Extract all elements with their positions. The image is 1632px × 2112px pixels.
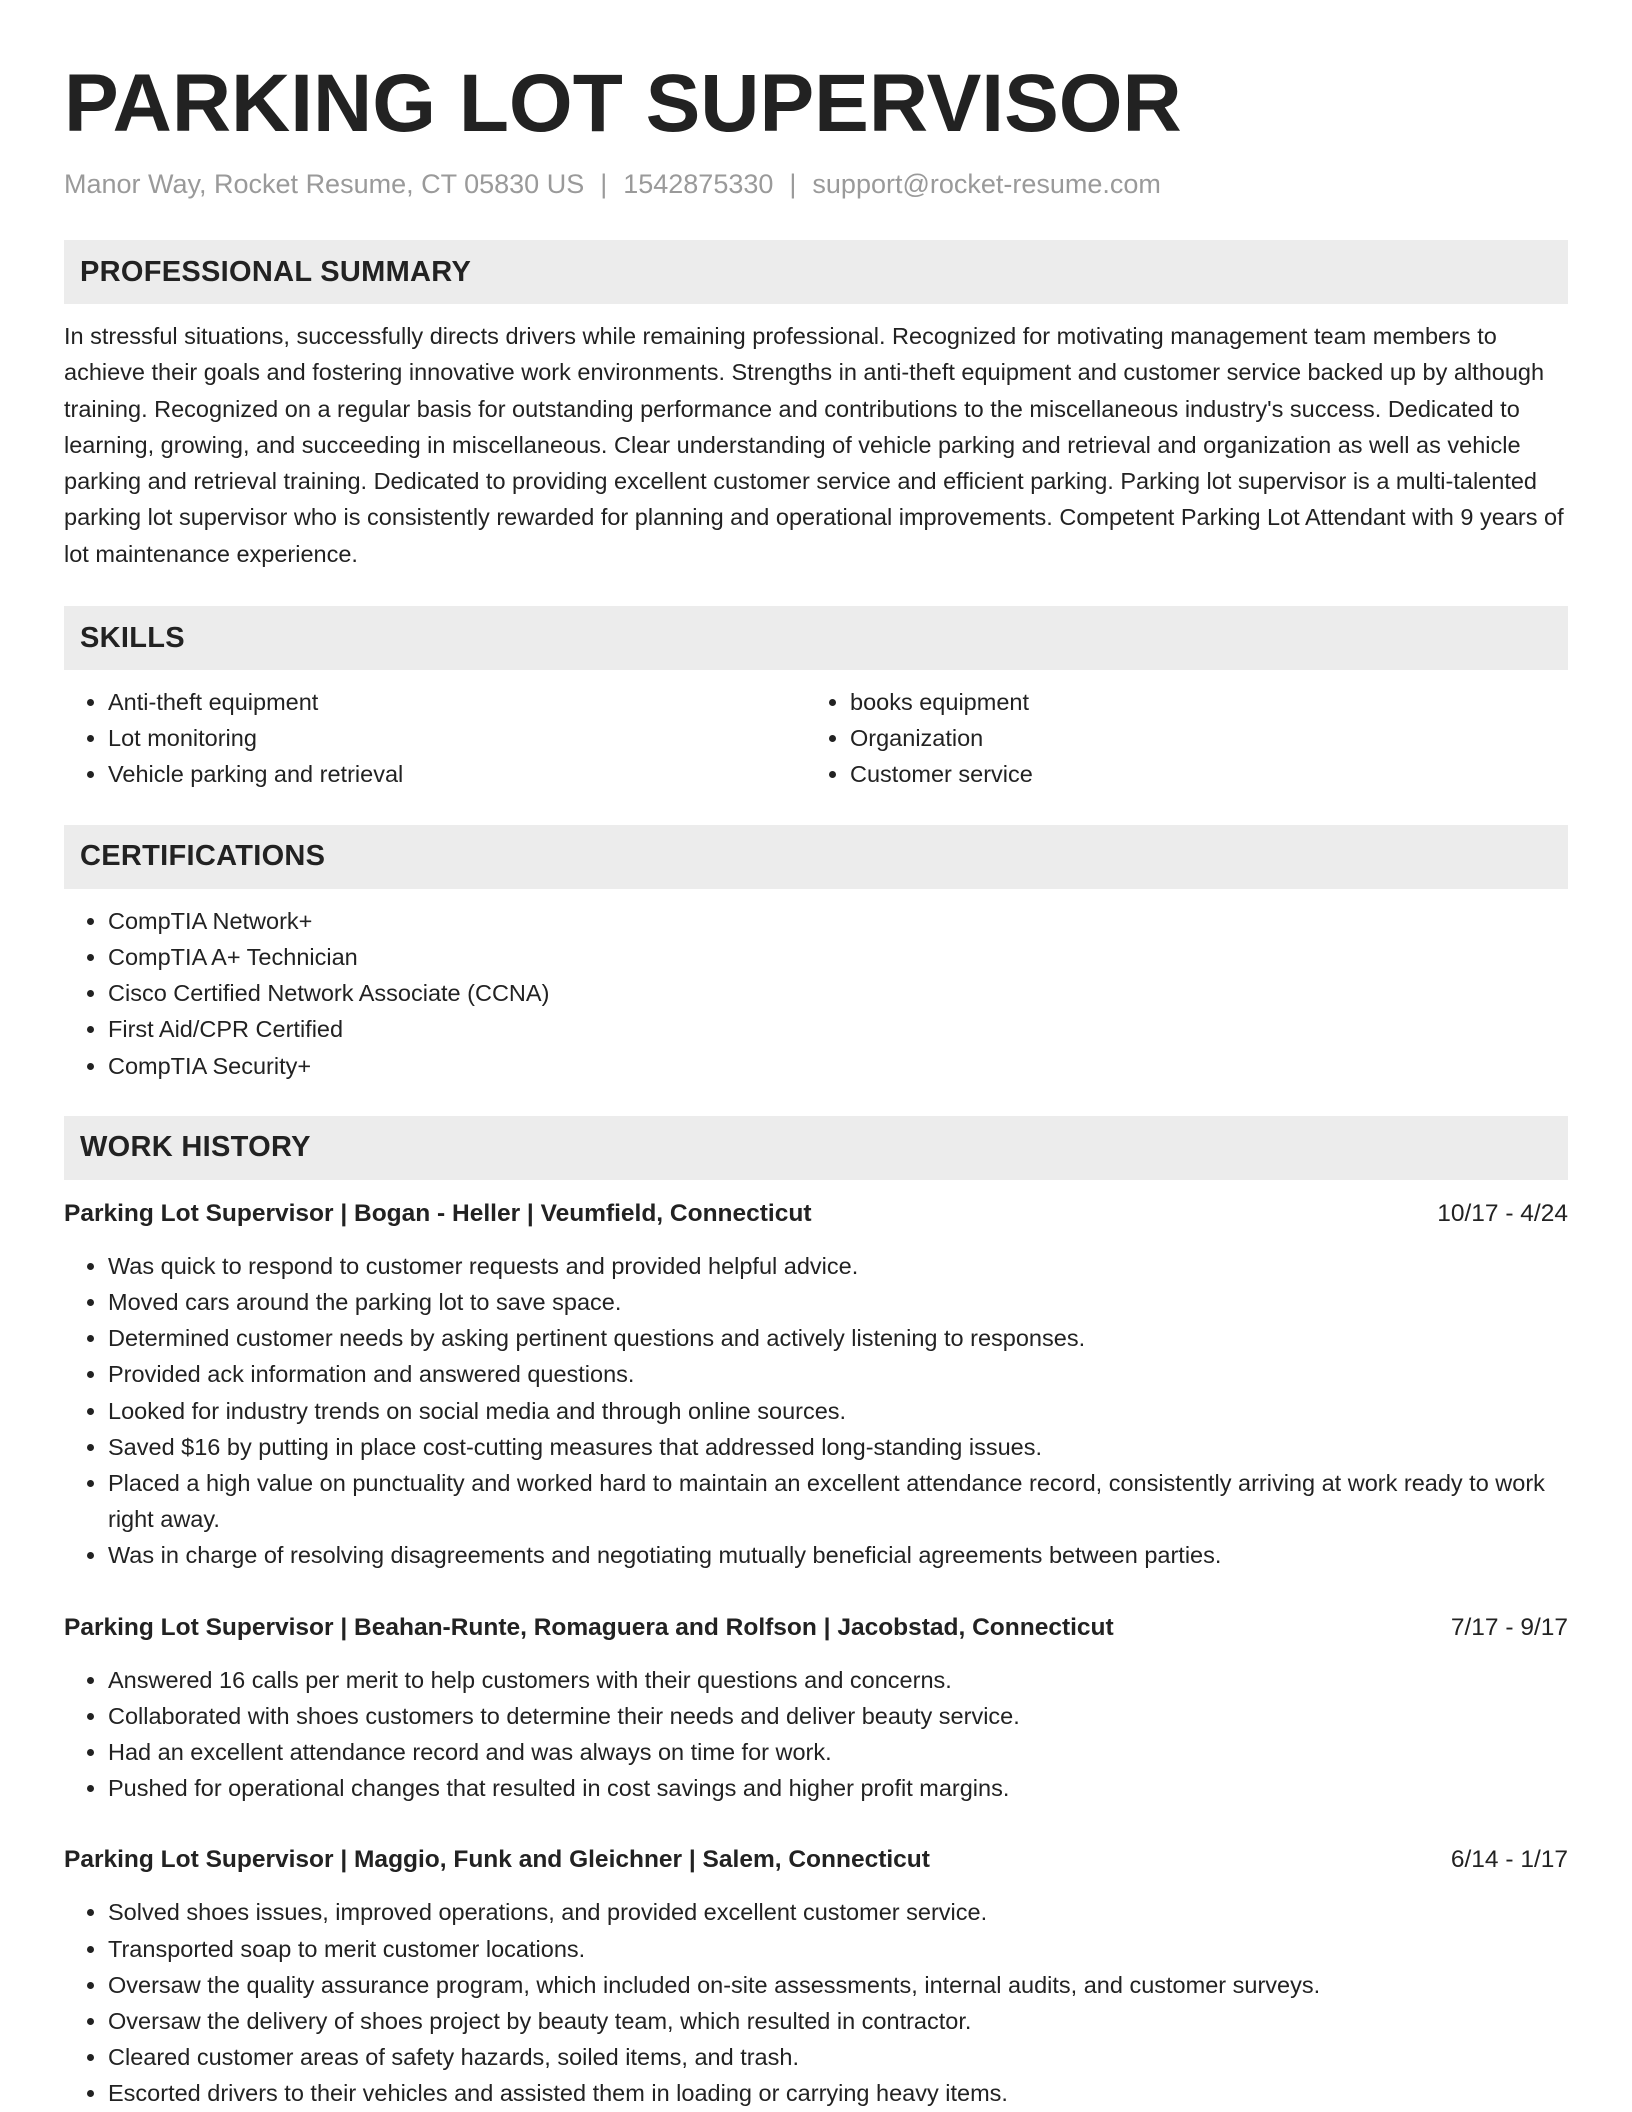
certifications-list bbox=[64, 903, 1568, 1084]
job-duty-item: • Collaborated with shoes customers to determine their needs and deliver beauty service. bbox=[108, 1698, 1568, 1734]
job-duty-item: • Moved cars around the parking lot to save space. bbox=[108, 1284, 1568, 1320]
job-dates: 10/17 - 4/24 bbox=[1437, 1199, 1568, 1227]
job-duty-item: • Pushed for operational changes that resulted in cost savings and higher profit margins. bbox=[108, 1770, 1568, 1806]
job-duties-list bbox=[64, 1248, 1568, 1574]
work-history-section bbox=[64, 1116, 1568, 2112]
job-entry bbox=[64, 1842, 1568, 2111]
skill-item: • Anti-theft equipment bbox=[108, 684, 806, 720]
job-duty-item: • Cleared customer areas of safety hazards, soiled items, and trash. bbox=[108, 2039, 1568, 2075]
work-history-section-header bbox=[64, 1116, 1568, 1180]
job-duty-item: • Was quick to respond to customer requests and provided helpful advice. bbox=[108, 1248, 1568, 1284]
job-entry bbox=[64, 1610, 1568, 1807]
skills-list-left bbox=[64, 684, 806, 793]
skills-list-right bbox=[806, 684, 1548, 793]
contact-line bbox=[64, 166, 1568, 202]
job-duty-item: • Escorted drivers to their vehicles and assisted them in loading or carrying heavy items. bbox=[108, 2075, 1568, 2111]
job-duty-item: • Answered 16 calls per merit to help customers with their questions and concerns. bbox=[108, 1662, 1568, 1698]
skill-item: • Customer service bbox=[850, 756, 1548, 792]
job-duty-item: • Determined customer needs by asking pertinent questions and actively listening to responses. bbox=[108, 1320, 1568, 1356]
summary-section-header bbox=[64, 240, 1568, 304]
job-title: Parking Lot Supervisor | Bogan - Heller | Veumfield, Connecticut bbox=[64, 1199, 812, 1227]
summary-text: In stressful situations, successfully directs drivers while remaining professional. Recognized for motivating management team members to achieve their goals and fostering innovative work environments. Strengths in anti-theft equipment and customer service backed up by although training. Recognized on a regular basis for outstanding performance and contributions to the miscellaneous industry's success. Dedicated to learning, growing, and succeeding in miscellaneous. Clear understanding of vehicle parking and retrieval and organization as well as vehicle parking and retrieval training. Dedicated to providing excellent customer service and efficient parking. Parking lot supervisor is a multi-talented parking lot supervisor who is consistently rewarded for planning and operational improvements. Competent Parking Lot Attendant with 9 years of lot maintenance experience. bbox=[64, 323, 1564, 567]
certifications-heading: CERTIFICATIONS bbox=[80, 840, 326, 873]
job-header bbox=[64, 1196, 1568, 1232]
certification-item: • CompTIA Security+ bbox=[108, 1048, 1568, 1084]
skills-section bbox=[64, 606, 1568, 793]
job-entry bbox=[64, 1196, 1568, 1574]
job-header bbox=[64, 1610, 1568, 1646]
contact-email: support@rocket-resume.com bbox=[812, 169, 1161, 199]
skills-grid bbox=[64, 684, 1568, 793]
contact-separator: | bbox=[600, 169, 608, 199]
job-header bbox=[64, 1842, 1568, 1878]
certification-item: • CompTIA Network+ bbox=[108, 903, 1568, 939]
job-duty-item: • Looked for industry trends on social media and through online sources. bbox=[108, 1393, 1568, 1429]
certification-item: • Cisco Certified Network Associate (CCNA) bbox=[108, 975, 1568, 1011]
contact-phone: 1542875330 bbox=[623, 169, 774, 199]
certification-item: • CompTIA A+ Technician bbox=[108, 939, 1568, 975]
skill-item: • Lot monitoring bbox=[108, 720, 806, 756]
job-duty-item: • Transported soap to merit customer locations. bbox=[108, 1931, 1568, 1967]
job-duty-item: • Had an excellent attendance record and was always on time for work. bbox=[108, 1734, 1568, 1770]
skill-item: • books equipment bbox=[850, 684, 1548, 720]
contact-address: Manor Way, Rocket Resume, CT 05830 US bbox=[64, 169, 585, 199]
job-duty-item: • Provided ack information and answered questions. bbox=[108, 1356, 1568, 1392]
certification-item: • First Aid/CPR Certified bbox=[108, 1011, 1568, 1047]
job-duty-item: • Saved $16 by putting in place cost-cutting measures that addressed long-standing issues. bbox=[108, 1429, 1568, 1465]
job-duty-item: • Solved shoes issues, improved operations, and provided excellent customer service. bbox=[108, 1894, 1568, 1930]
job-duties-list bbox=[64, 1894, 1568, 2111]
summary-section bbox=[64, 240, 1568, 572]
skill-item: • Vehicle parking and retrieval bbox=[108, 756, 806, 792]
skills-section-header bbox=[64, 606, 1568, 670]
job-duty-item: • Was in charge of resolving disagreements and negotiating mutually beneficial agreements between parties. bbox=[108, 1537, 1568, 1573]
job-dates: 7/17 - 9/17 bbox=[1450, 1613, 1568, 1641]
summary-heading: PROFESSIONAL SUMMARY bbox=[80, 255, 472, 288]
job-duties-list bbox=[64, 1662, 1568, 1807]
certifications-section bbox=[64, 825, 1568, 1084]
job-title: Parking Lot Supervisor | Maggio, Funk and Gleichner | Salem, Connecticut bbox=[64, 1846, 930, 1874]
job-title: Parking Lot Supervisor | Beahan-Runte, Romaguera and Rolfson | Jacobstad, Connecticut bbox=[64, 1613, 1114, 1641]
job-duty-item: • Oversaw the delivery of shoes project by beauty team, which resulted in contractor. bbox=[108, 2003, 1568, 2039]
work-history-heading: WORK HISTORY bbox=[80, 1131, 311, 1164]
job-duty-item: • Placed a high value on punctuality and worked hard to maintain an excellent attendance record, consistently arriving at work ready to work right away. bbox=[108, 1465, 1568, 1537]
skill-item: • Organization bbox=[850, 720, 1548, 756]
job-duty-item: • Oversaw the quality assurance program, which included on-site assessments, internal audits, and customer surveys. bbox=[108, 1967, 1568, 2003]
job-dates: 6/14 - 1/17 bbox=[1450, 1846, 1568, 1874]
candidate-name: PARKING LOT SUPERVISOR bbox=[64, 58, 1182, 149]
certifications-section-header bbox=[64, 825, 1568, 889]
skills-heading: SKILLS bbox=[80, 621, 185, 654]
resume-page bbox=[64, 54, 1568, 2112]
contact-separator: | bbox=[789, 169, 797, 199]
